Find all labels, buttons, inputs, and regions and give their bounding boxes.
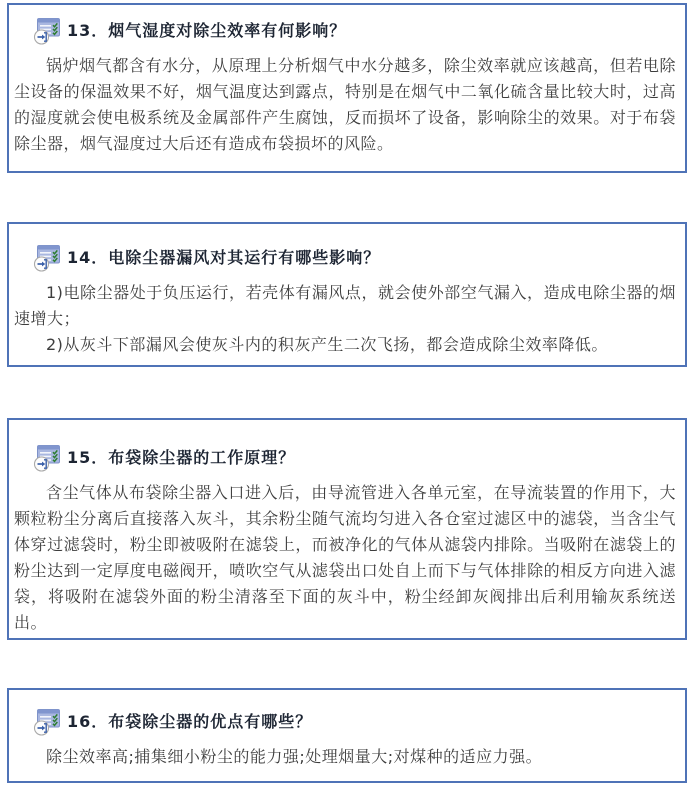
question-title: 16．布袋除尘器的优点有哪些？ (67, 711, 313, 731)
answer-body (14, 480, 676, 636)
qa-card-14 (7, 222, 687, 367)
question-heading (33, 444, 676, 472)
question-heading (33, 17, 676, 45)
answer-paragraph: 除尘效率高;捕集细小粉尘的能力强;处理烟量大;对煤种的适应力强。 (46, 747, 543, 766)
answer-paragraph: 含尘气体从布袋除尘器入口进入后，由导流管进入各单元室，在导流装置的作用下，大颗粒粉尘分离后直接落入灰斗，其余粉尘随气流均匀进入各仓室过滤区中的滤袋，当含尘气体穿过滤袋时，粉尘即被吸附在滤袋上，而被净化的气体从滤袋内排除。当吸附在滤袋上的粉尘达到一定厚度电磁阀开，喷吹空气从滤袋出口处自上而下与气体排除的相反方向进入滤袋，将吸附在滤袋外面的粉尘清落至下面的灰斗中，粉尘经卸灰阀排出后利用输灰系统送出。 (14, 483, 676, 632)
tasks-window-icon (33, 708, 61, 736)
tasks-window-icon (33, 444, 61, 472)
answer-paragraph: 锅炉烟气都含有水分，从原理上分析烟气中水分越多，除尘效率就应该越高，但若电除尘设备的保温效果不好，烟气温度达到露点，特别是在烟气中二氧化硫含量比较大时，过高的湿度就会使电极系统及金属部件产生腐蚀，反而损坏了设备，影响除尘的效果。对于布袋除尘器，烟气湿度过大后还有造成布袋损坏的风险。 (14, 56, 676, 153)
answer-body (14, 53, 676, 157)
qa-card-15 (7, 418, 687, 640)
question-heading (33, 244, 676, 272)
tasks-window-icon (33, 17, 61, 45)
question-title: 15．布袋除尘器的工作原理？ (67, 447, 296, 467)
question-heading (33, 708, 676, 736)
question-title: 13．烟气湿度对除尘效率有何影响？ (67, 20, 347, 40)
qa-card-13 (7, 3, 687, 173)
tasks-window-icon (33, 244, 61, 272)
question-title: 14．电除尘器漏风对其运行有哪些影响？ (67, 247, 381, 267)
answer-body (14, 744, 676, 770)
answer-paragraph: 1)电除尘器处于负压运行，若壳体有漏风点，就会使外部空气漏入，造成电除尘器的烟速增大； (14, 283, 676, 328)
answer-body (14, 280, 676, 358)
qa-card-16 (7, 688, 687, 783)
answer-paragraph: 2)从灰斗下部漏风会使灰斗内的积灰产生二次飞扬，都会造成除尘效率降低。 (46, 335, 608, 354)
